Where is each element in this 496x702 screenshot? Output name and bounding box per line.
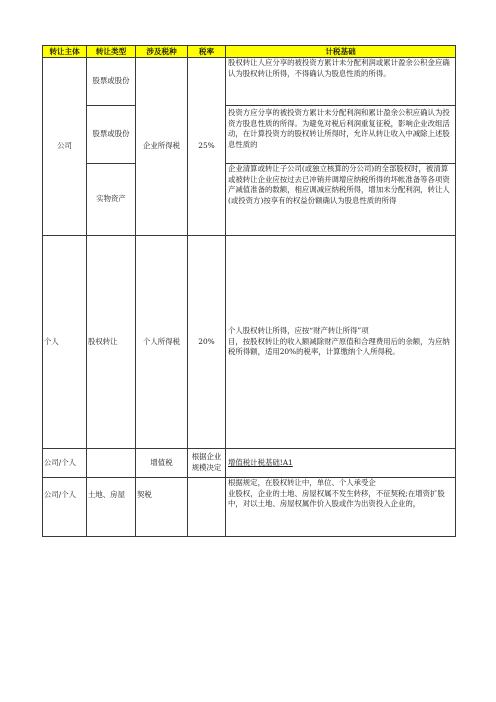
cell-basis-2[interactable] (226, 106, 456, 164)
cell-type-physical[interactable]: 实物资产 (87, 164, 136, 236)
header-rate[interactable]: 税率 (188, 46, 226, 58)
cell-basis-individual[interactable] (226, 236, 456, 449)
cell-rate-iit[interactable]: 20% (188, 236, 226, 449)
cell-type-land[interactable]: 土地、房屋 (87, 478, 136, 537)
basis-individual-line2: 目，按股权转让的收入额减除财产原值和合理费用后的余额，为应纳税所得额，适用20%的税率，计算缴纳个人所得税。 (228, 336, 450, 357)
cell-type-stock-1[interactable]: 股票或股份 (87, 58, 136, 106)
cell-subject-company[interactable]: 公司 (43, 58, 87, 236)
basis-text-1: 股权转让人应分享的被投资方累计未分配利润或累计盈余公积金应确认为股权转让所得，不得确认为股息性质的所得。 (228, 58, 450, 78)
basis-deed-line1: 根据规定，在股权转让中，单位、个人承受企 (228, 478, 376, 487)
cell-basis-vat[interactable] (226, 449, 456, 478)
basis-text-2: 投资方应分享的被投资方累计未分配利润和累计盈余公积应确认为投资方股息性质的所得。为避免对税后利润重复征税，影响企业改组活动，在计算投资方的股权转让所得时，允许从转让收入中减除上述股息性质的 (228, 108, 450, 150)
cell-type-equity[interactable]: 股权转让 (87, 236, 136, 449)
tax-table (42, 45, 456, 537)
basis-deed-text (228, 478, 453, 536)
cell-subject-deed[interactable]: 公司/个人 (43, 478, 87, 537)
table-row (43, 449, 456, 478)
table-row (43, 106, 456, 164)
basis-deed-line2: 业股权，企业的土地、房屋权属不发生转移，不征契税;在增资扩股中，对以土地、房屋权属作价入股或作为出资投入企业的， (228, 488, 445, 509)
table-row (43, 236, 456, 449)
cell-rate-deed[interactable] (188, 478, 226, 537)
cell-basis-3[interactable] (226, 164, 456, 236)
cell-type-stock-2[interactable]: 股票或股份 (87, 106, 136, 164)
cell-type-vat[interactable] (87, 449, 136, 478)
header-row (43, 46, 456, 58)
spreadsheet (42, 45, 455, 537)
cell-tax-cit[interactable]: 企业所得税 (136, 58, 188, 236)
basis-text-3: 企业清算或转让子公司(或独立核算的分公司)的全部股权时，被清算或被转让企业应按过去已冲销并调增应纳税所得的坏帐准备等各项资产减值准备的数额，相应调减应纳税所得，增加未分配利润，转让人(或投资方)按享有的权益份额确认为股息性质的所得 (228, 164, 450, 206)
cell-rate-cit[interactable]: 25% (188, 58, 226, 236)
cell-basis-1[interactable] (226, 58, 456, 106)
basis-individual-line1: 个人股权转让所得，应按“财产转让所得”项 (228, 325, 369, 335)
cell-subject-vat[interactable]: 公司/个人 (43, 449, 87, 478)
header-type[interactable]: 转让类型 (87, 46, 136, 58)
table-row (43, 58, 456, 106)
cell-tax-deed[interactable]: 契税 (136, 478, 188, 537)
cell-rate-vat[interactable]: 根据企业规模决定 (188, 449, 226, 478)
header-tax[interactable]: 涉及税种 (136, 46, 188, 58)
table-row (43, 164, 456, 236)
cell-basis-deed[interactable] (226, 478, 456, 537)
header-basis[interactable]: 计税基础 (226, 46, 456, 58)
cell-tax-vat[interactable]: 增值税 (136, 449, 188, 478)
cell-subject-individual[interactable]: 个人 (43, 236, 87, 449)
table-row (43, 478, 456, 537)
cell-tax-iit[interactable]: 个人所得税 (136, 236, 188, 449)
vat-basis-link[interactable]: 增值税计税基础!A1 (228, 457, 293, 467)
header-subject[interactable]: 转让主体 (43, 46, 87, 58)
